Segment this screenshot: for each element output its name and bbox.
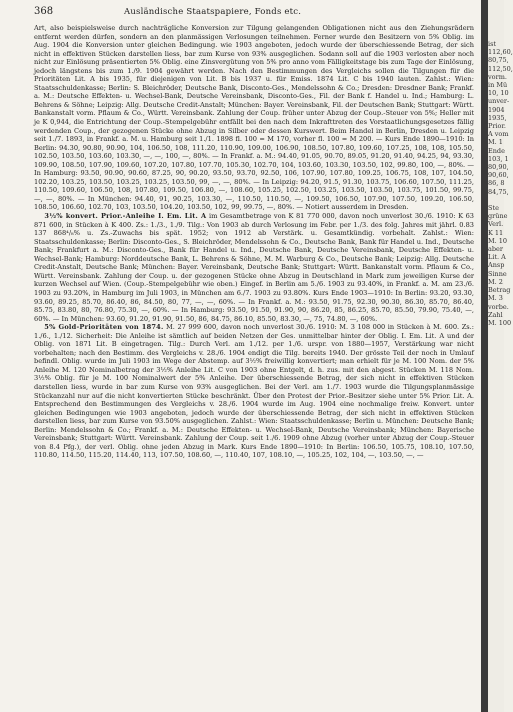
next-page-line: A vom	[488, 130, 509, 139]
page-body	[34, 24, 474, 460]
next-page-line: M. 3	[488, 294, 503, 303]
next-page-line: Betrag	[488, 286, 511, 295]
next-page-line: Verl.	[488, 220, 504, 229]
next-page-line: Lit. A	[488, 253, 506, 262]
next-page-line: ist	[488, 40, 497, 48]
next-page-line: Ansp	[488, 261, 505, 270]
next-page-line: Sinne	[488, 269, 507, 278]
next-page-line	[488, 196, 504, 204]
next-page-line: Zahl	[488, 310, 503, 319]
next-page-line: 10, 10	[488, 89, 509, 98]
next-page-line: 1904	[488, 105, 505, 114]
next-page-fragment	[488, 0, 513, 327]
section-gold-prioritaeten	[34, 323, 474, 460]
next-page-line: unver-	[488, 97, 510, 106]
next-page-line: aber	[488, 245, 503, 254]
page-gutter	[481, 0, 488, 712]
next-page-line: 80,90,	[488, 163, 509, 172]
next-page-line: 103, 1	[488, 154, 509, 163]
next-page-line: 1935,	[488, 113, 507, 122]
next-page-line: Ste	[488, 204, 499, 213]
next-page-line: 90,60,	[488, 171, 509, 180]
next-page-line: in Mü	[488, 81, 508, 90]
next-page-line: M. 1	[488, 138, 503, 147]
section-prior-anleihe-lit-a	[34, 212, 474, 323]
next-page-line: 84,75,	[488, 187, 509, 196]
next-page-line: vorbe.	[488, 302, 509, 311]
section-title: 5% Gold-Prioritäten von 1874.	[44, 323, 164, 332]
section-title: 3½% konvert. Prior.-Anleihe I. Em. Lit. A	[44, 212, 207, 221]
next-page-line: 112,50,	[488, 64, 513, 73]
section-text: M. 27 999 600, davon noch unverlost 30./6. 1910: M. 3 108 000 in Stücken à M. 600. Zs.: 1./6., 1./12. Sicherheit: Die Anleihe ist sämtlich auf beiden Netzen der Ges. unmittelbar hinter der Oblig. I. Em. Lit. A und der Oblig. von 1871 Lit. B eingetragen. Tilg.: Durch Verl. am 1./12. per 1./6. urspr. von 1880—1957, Verstärkung war nicht vorbehalten; nach den Bestimm. des Vergleichs v. 28./6. 1904 endigt die Tilg. bereits 1940. Der grösste Teil der noch in Umlauf befindl. Oblig. wurde im Juli 1903 im Wege der Abstemp. auf 3½% freiwillig konvertiert; man erhielt für je M. 100 Nom. der 5% Anleihe M. 120 Nominalbetrag der 3½% Anleihe Lit. C von 1903 ohne Entgelt, d. h. zus. mit den abgest. Stücken M. 118 Nom. 3½% Oblig. für je M. 100 Nominalwert der 5% Anleihe. Der überschiessende Betrag, der sich nicht in effektiven Stücken darstellen liess, wurde in bar zum Kurse von 93% ausgeglichen. Bei der Verl. am 1./7. 1903 wurde die Tilgungsplanmässige Stückanzahl nur auf die nicht konvertierten Stücke beschränkt. Über den Protest der Prior.-Besitzer siehe unter 5% Prior. Lit. A. Entsprechend den Bestimmungen des Vergleichs v. 28./6. 1904 wurde im Aug. 1904 eine nochmalige freiw. Konvert. unter gleichen Bedingungen wie 1903 angeboten, jedoch wurde der überschiessende Betrag, der sich nicht in effektiven Stücken darstellen liess, bar zum Kurse von 93.50% ausgeglichen. Zahlst.: Wien: Staatsschuldenkasse; Berlin u. München: Deutsche Bank; Berlin: Mendelssohn & Co.; Frankf. a. M.: Deutsche Effekten- u. Wechsel-Bank, Deutsche Vereinsbank; München: Bayerische Vereinsbank; Stuttgart: Württ. Vereinsbank. Zahlung der Coup. seit 1./6. 1909 ohne Abzug (vorher unter Abzug der Coup.-Steuer von 8.4 Pfg.), der verl. Oblig. ohne jeden Abzug in Mark. Kurs Ende 1890—1910: In Berlin: 106.50, 105.75, 108.10, 107.50, 110.80, 114.50, 115.20, 114.40, 113, 107.50, 108.60, —, 110.40, 107, 108.10, —, 105.25, 102, 104, —, 103.50, —, —	[34, 323, 474, 460]
next-page-line: 80,75,	[488, 56, 509, 65]
section-text: im Gesamtbetrage von K 81 770 000, davon noch unverlost 30./6. 1910: K 63 871 600, in Stücken à K 400. Zs.: 1./3., 1./9. Tilg.: Von 1903 ab durch Verlosung im Febr. per 1./3. des folg. Jahres mit jährl. 0.83 137 868⁴/₈% u. Zs.-Zuwachs bis spät. 1952; von 1912 ab Verstärk. u. Gesamtkündig. vorbehalt. Zahlst.: Wien: Staatsschuldenkasse; Berlin: Disconto-Ges., S. Bleichröder, Mendelssohn & Co., Deutsche Bank, Bank für Handel u. Ind., Deutsche Bank; Frankfurt a. M.: Disconto-Ges., Bank für Handel u. Ind., Deutsche Bank, Deutsche Vereinsbank, Deutsche Effekten- u. Wechsel-Bank; Hamburg: Norddeutsche Bank, L. Behrens & Söhne, M. M. Warburg & Co., Deutsche Bank; Leipzig: Allg. Deutsche Credit-Anstalt, Deutsche Bank; München: Bayer. Vereinsbank, Deutsche Bank; Stuttgart: Württ. Bankanstalt vorm. Pflaum & Co., Württ. Vereinsbank. Zahlung der Coup. u. der gezogenen Stücke ohne Abzug in Deutschland in Mark zum jeweiligen Kurse der kurzen Wechsel auf Wien. (Coup.-Stempelgebühr wie oben.) Eingef. in Berlin am 5./6. 1903 zu 93.40%, in Frankf. a. M. am 23./6. 1903 zu 93.20%, in Hamburg im Juli 1903, in München am 6./7. 1903 zu 93.80%. Kurs Ende 1903—1910: In Berlin: 93.20, 93.30, 93.60, 89.25, 85.70, 86.40, 86, 84.50, 80, 77, —, —, 60%. — In Frankf. a. M.: 93.50, 91.75, 92.30, 90.30, 86.30, 85.70, 86.40, 85.75, 83.80, 80, 76.80, 75.30, —, 60%. — In Hamburg: 93.50, 91.50, 91.90, 90, 86.20, 85, 86.25, 85.70, 85.50, 79.90, 75.40, —, 60%. — In München: 93.60, 91.20, 91.90, 91.50, 86, 84.75, 86.10, 85.50, 83.30, —, 75, 74.80, —, 60%.	[34, 212, 474, 323]
page-header	[34, 6, 474, 20]
next-page-line: 86, 8	[488, 179, 505, 188]
next-page-edge	[488, 0, 513, 712]
next-page-line: grüne	[488, 212, 508, 221]
next-page-line: Ende	[488, 146, 505, 155]
next-page-line: M. 100	[488, 318, 512, 327]
page-number: 368	[34, 6, 54, 17]
next-page-line: K 11	[488, 228, 504, 237]
next-page-line: M. 2	[488, 277, 503, 286]
next-page-line: 112,60,	[488, 48, 513, 57]
paragraph-text: Art, also beispielsweise durch nachträgliche Konversion zur Tilgung gelangenden Obligationen nicht aus den Ziehungsrädern entfernt werden dürfen, sondern an den planmässigen Verlosungen teilnehmen. Ferner wurde den Besitzern von 5% Oblig. im Aug. 1904 die Konversion unter gleichen Bedingung. wie 1903 angeboten, jedoch wurde der überschiessende Betrag, der sich nicht in effektiven Stücken darstellen liess, bar zum Kurse von 93% ausgeglichen. Sodann soll auf die 1903 verlosten aber noch nicht zur Einlösung präsentierten 5% Oblig. eine Zinsvergütung von 5% pro anno vom Fälligkeitstage bis zum Tage der Einlösung, jedoch längstens bis zum 1./9. 1904 gewährt werden. Nach den Bestimmungen des Vergleichs sollen die Tilgungen für die Prioritäten Lit. A bis 1935, für diejenigen von Lit. B bis 1937 u. für Emiss. 1874 Lit. C bis 1940 lauten. Zahlst.: Wien: Staatsschuldenkasse; Berlin: S. Bleichröder, Deutsche Bank, Disconto-Ges., Mendelssohn & Co.; Dresden: Dresdner Bank; Frankf. a. M.: Deutsche Effekten- u. Wechsel-Bank, Deutsche Vereinsbank, Disconto-Ges., Fil. der Bank f. Handel u. Ind.; Hamburg: L. Behrens & Söhne; Leipzig: Allg. Deutsche Credit-Anstalt; München: Bayer. Vereinsbank, Fil. der Deutschen Bank; Stuttgart: Württ. Bankanstalt vorm. Pflaum & Co., Württ. Vereinsbank. Zahlung der Coup. früher unter Abzug der Coup.-Steuer von 5%; Heller mit je K 0,944, die Entrichtung der Coup.-Stempelgebühr entfällt bei den nach dem Inkrafttreten des Vorstaatlichungsgesetzes fällig werdenden Coup., der gezogenen Stücke ohne Abzug in Silber oder dessen Kurswert. Beim Handel in Berlin, Dresden u. Leipzig seit 1./7. 1893, in Frankf. a. M. u. Hamburg seit 1./1. 1898 fl. 100 = M 170, vorher fl. 100 = M 200. — Kurs Ende 1890—1910: In Berlin: 94.30, 90.80, 90.90, 104, 106.50, 108, 111.20, 110.90, 109.00, 106.90, 108.50, 107.80, 109.60, 107.25, 108, 108, 105.50, 102.50, 103.50, 103.60, 103.30, —, —, 100, —, 80%. — In Frankf. a. M.: 94.40, 91.05, 90.70, 89.05, 91.20, 91.40, 94.25, 94, 93.30, 109.90, 108.50, 107.90, 109.60, 107.20, 107.80, 107.70, 105.30, 102.70, 104, 103.60, 103.30, 103.50, 102, 99.80, 100, —, 80%. — In Hamburg: 93.50, 90.90, 90.60, 87.25, 90, 90.20, 93.50, 93.70, 92.50, 106, 107.90, 107.80, 109.25, 106.75, 108, 107, 104.50, 102.20, 103.25, 103.50, 103.25, 103.25, 103.50, 99, —, —, 80%. — In Leipzig: 94.20, 91.5, 91.30, 103.75, 106.60, 107.50, 111.25, 110.50, 109.60, 106.50, 108, 107.80, 109.50, 106.80, —, 108.60, 105.25, 102.50, 103.25, 103.50, 103.50, 103.75, 101.50, 99.75, —, —, 80%. — In München: 94.40, 91, 90.25, 103.30, —, 110.50, 110.50, —, 109.50, 106.50, 107.90, 107.50, 109.20, 106.50, 108.50, 106.60, 102.70, 103, 103.50, 104.20, 103.50, 102, 99, 99.75, —, 80%. — Notiert ausserdem in Dresden.	[34, 24, 474, 212]
next-page-line: M. 10	[488, 236, 508, 245]
next-page-line: Prior.	[488, 122, 506, 131]
paragraph-intro	[34, 24, 474, 212]
next-page-line: vorm.	[488, 72, 507, 81]
running-title: Ausländische Staatspapiere, Fonds etc.	[124, 7, 302, 17]
